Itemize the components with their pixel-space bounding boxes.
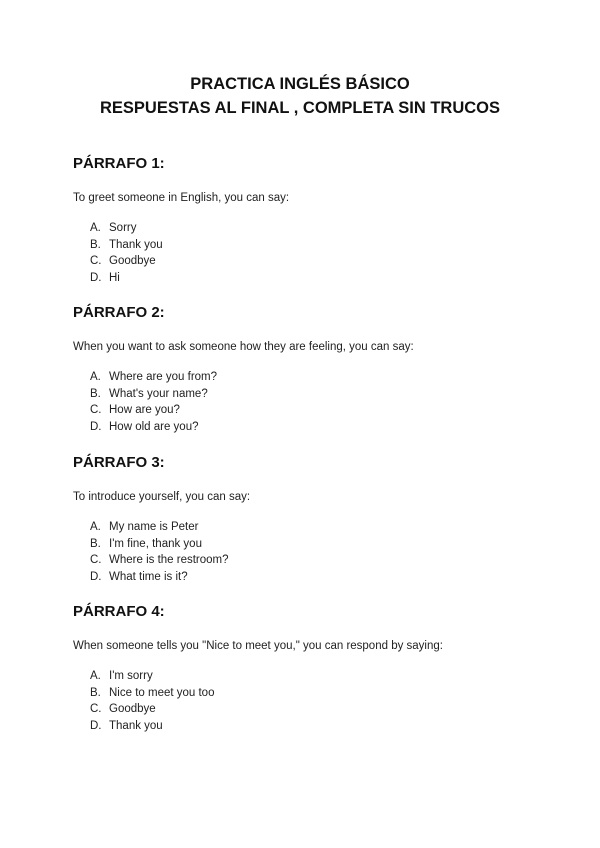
option-item: [73, 668, 573, 685]
option-item: [73, 685, 573, 702]
option-item: [73, 237, 573, 254]
option-letter: C.: [90, 554, 102, 567]
section-1: [73, 155, 573, 287]
option-item: [73, 419, 573, 436]
option-letter: C.: [90, 404, 102, 417]
option-letter: D.: [90, 720, 102, 733]
option-text: Where is the restroom?: [109, 554, 229, 567]
option-letter: D.: [90, 272, 102, 285]
option-letter: B.: [90, 387, 101, 400]
option-text: Thank you: [109, 720, 163, 733]
option-item: [73, 253, 573, 270]
option-text: Nice to meet you too: [109, 686, 215, 699]
question-text: When someone tells you "Nice to meet you," you can respond by saying:: [73, 640, 443, 652]
option-item: [73, 701, 573, 718]
option-text: I'm fine, thank you: [109, 537, 202, 550]
option-text: Thank you: [109, 238, 163, 251]
option-item: [73, 386, 573, 403]
option-letter: D.: [90, 571, 102, 584]
option-text: How old are you?: [109, 421, 199, 434]
option-text: Hi: [109, 272, 120, 285]
option-item: [73, 270, 573, 287]
option-text: I'm sorry: [109, 670, 153, 682]
options-list: [73, 668, 573, 735]
option-text: Goodbye: [109, 255, 156, 268]
option-text: What time is it?: [109, 571, 188, 584]
option-item: [73, 220, 573, 237]
section-heading: PÁRRAFO 2:: [73, 304, 165, 321]
option-item: [73, 552, 573, 569]
document-subtitle: RESPUESTAS AL FINAL , COMPLETA SIN TRUCOS: [100, 99, 500, 117]
option-letter: A.: [90, 371, 101, 383]
document-title: PRACTICA INGLÉS BÁSICO: [190, 75, 410, 93]
option-text: What's your name?: [109, 387, 208, 400]
option-letter: A.: [90, 222, 101, 234]
section-2: [73, 304, 573, 436]
options-list: [73, 519, 573, 586]
question-text: To introduce yourself, you can say:: [73, 491, 251, 503]
section-heading: PÁRRAFO 4:: [73, 603, 165, 620]
section-heading: PÁRRAFO 1:: [73, 155, 165, 172]
option-item: [73, 718, 573, 735]
section-3: [73, 454, 573, 586]
option-item: [73, 369, 573, 386]
option-text: Sorry: [109, 222, 137, 234]
section-4: [73, 603, 573, 735]
option-letter: D.: [90, 421, 102, 434]
option-letter: A.: [90, 670, 101, 682]
option-item: [73, 569, 573, 586]
option-item: [73, 402, 573, 419]
option-text: Goodbye: [109, 703, 156, 716]
options-list: [73, 369, 573, 436]
question-text: To greet someone in English, you can say:: [73, 192, 290, 204]
option-letter: A.: [90, 521, 101, 533]
option-item: [73, 519, 573, 536]
option-letter: B.: [90, 686, 101, 699]
question-text: When you want to ask someone how they are feeling, you can say:: [73, 341, 414, 353]
option-text: Where are you from?: [109, 371, 218, 383]
option-letter: B.: [90, 238, 101, 251]
option-letter: C.: [90, 255, 102, 268]
options-list: [73, 220, 573, 287]
option-letter: B.: [90, 537, 101, 550]
option-letter: C.: [90, 703, 102, 716]
option-text: My name is Peter: [109, 521, 199, 533]
option-item: [73, 536, 573, 553]
option-text: How are you?: [109, 404, 180, 417]
section-heading: PÁRRAFO 3:: [73, 454, 165, 471]
